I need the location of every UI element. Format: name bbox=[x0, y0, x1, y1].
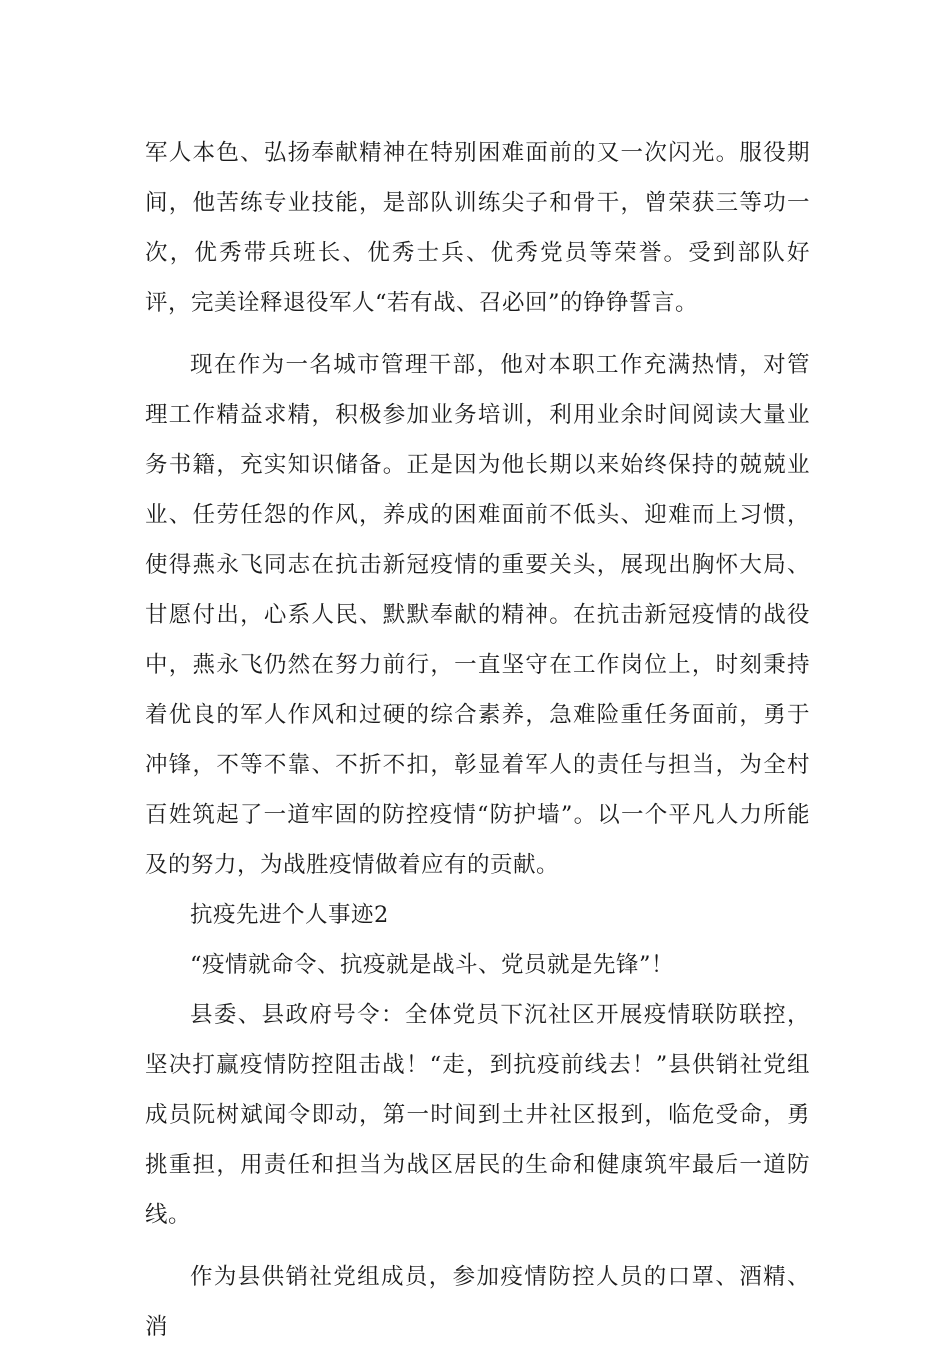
paragraph-5: 作为县供销社党组成员，参加疫情防控人员的口罩、酒精、消 bbox=[145, 1264, 810, 1340]
section-heading: 抗疫先进个人事迹2 bbox=[190, 902, 389, 928]
paragraph-1: 军人本色、弘扬奉献精神在特别困难面前的又一次闪光。服役期间，他苦练专业技能，是部队训练尖子和骨干，曾荣获三等功一次，优秀带兵班长、优秀士兵、优秀党员等荣誉。受到部队好评，完美诠释退役军人“若有战、召必回”的铮铮誓言。 bbox=[145, 140, 810, 316]
paragraph-3: “疫情就命令、抗疫就是战斗、党员就是先锋”！ bbox=[190, 952, 675, 978]
paragraph-4: 县委、县政府号令：全体党员下沉社区开展疫情联防联控，坚决打赢疫情防控阻击战！“走，到抗疫前线去！”县供销社党组成员阮树斌闻令即动，第一时间到土井社区报到，临危受命，勇挑重担，用责任和担当为战区居民的生命和健康筑牢最后一道防线。 bbox=[145, 1002, 810, 1228]
paragraph-2: 现在作为一名城市管理干部，他对本职工作充满热情，对管理工作精益求精，积极参加业务培训，利用业余时间阅读大量业务书籍，充实知识储备。正是因为他长期以来始终保持的兢兢业业、任劳任怨的作风，养成的困难面前不低头、迎难而上习惯，使得燕永飞同志在抗击新冠疫情的重要关头，展现出胸怀大局、甘愿付出，心系人民、默默奉献的精神。在抗击新冠疫情的战役中，燕永飞仍然在努力前行，一直坚守在工作岗位上，时刻秉持着优良的军人作风和过硬的综合素养，急难险重任务面前，勇于冲锋，不等不靠、不折不扣，彰显着军人的责任与担当，为全村百姓筑起了一道牢固的防控疫情“防护墙”。以一个平凡人力所能及的努力，为战胜疫情做着应有的贡献。 bbox=[145, 352, 810, 878]
document-body bbox=[145, 128, 810, 1352]
